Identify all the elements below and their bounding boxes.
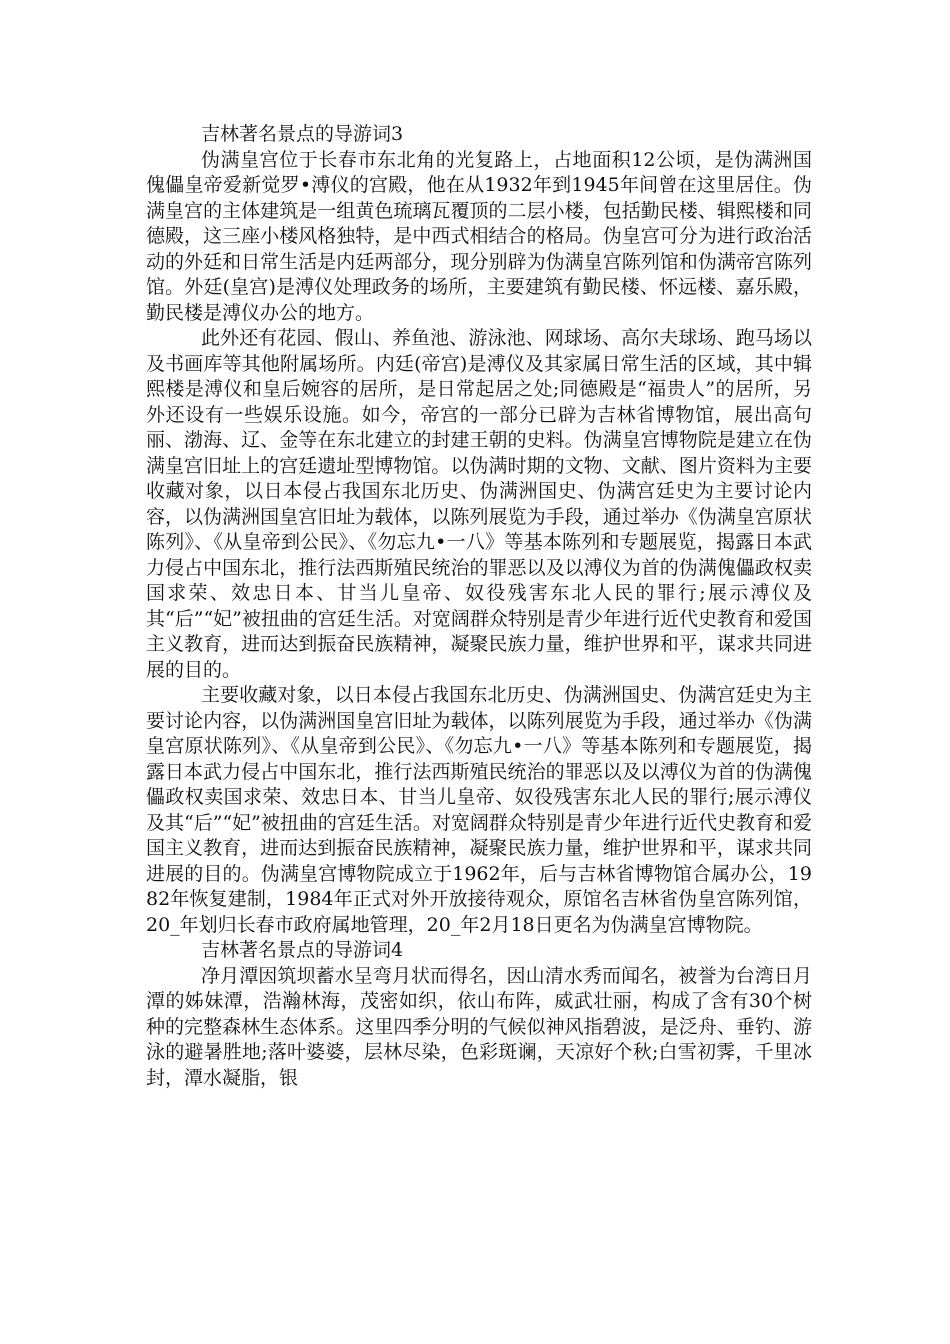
section-heading: 吉林著名景点的导游词4 bbox=[201, 939, 404, 961]
section-heading: 吉林著名景点的导游词3 bbox=[201, 123, 404, 145]
section-4 bbox=[146, 938, 812, 1091]
section-3 bbox=[146, 122, 812, 938]
document-page bbox=[146, 122, 812, 1091]
paragraph: 净月潭因筑坝蓄水呈弯月状而得名，因山清水秀而闻名，被誉为台湾日月潭的姊妹潭，浩瀚林海，茂密如织，依山布阵，威武壮丽，构成了含有30个树种的完整森林生态体系。这里四季分明的气候似神风指碧波，是泛舟、垂钓、游泳的避暑胜地;落叶婆婆，层林尽染，色彩斑谰，天凉好个秋;白雪初霁，千里冰封，潭水凝脂，银 bbox=[146, 964, 812, 1089]
paragraph: 此外还有花园、假山、养鱼池、游泳池、网球场、高尔夫球场、跑马场以及书画库等其他附属场所。内廷(帝宫)是溥仪及其家属日常生活的区域，其中辑熙楼是溥仪和皇后婉容的居所，是日常起居之处;同德殿是“福贵人”的居所，另外还设有一些娱乐设施。如今，帝宫的一部分已辟为吉林省博物馆，展出高句丽、渤海、辽、金等在东北建立的封建王朝的史料。伪满皇宫博物院是建立在伪满皇宫旧址上的宫廷遗址型博物馆。以伪满时期的文物、文献、图片资料为主要收藏对象，以日本侵占我国东北历史、伪满洲国史、伪满宫廷史为主要讨论内容，以伪满洲国皇宫旧址为载体，以陈列展览为手段，通过举办《伪满皇宫原状陈列》、《从皇帝到公民》、《勿忘九•一八》等基本陈列和专题展览，揭露日本武力侵占中国东北，推行法西斯殖民统治的罪恶以及以溥仪为首的伪满傀儡政权卖国求荣、效忠日本、甘当儿皇帝、奴役残害东北人民的罪行;展示溥仪及其“后”“妃”被扭曲的宫廷生活。对宽阔群众特别是青少年进行近代史教育和爱国主义教育，进而达到振奋民族精神，凝聚民族力量，维护世界和平，谋求共同进展的目的。 bbox=[146, 327, 812, 681]
paragraph: 伪满皇宫位于长春市东北角的光复路上，占地面积12公顷，是伪满洲国傀儡皇帝爱新觉罗•溥仪的宫殿，他在从1932年到1945年间曾在这里居住。伪满皇宫的主体建筑是一组黄色琉璃瓦覆顶的二层小楼，包括勤民楼、辑熙楼和同德殿，这三座小楼风格独特，是中西式相结合的格局。伪皇宫可分为进行政治活动的外廷和日常生活是内廷两部分，现分别辟为伪满皇宫陈列馆和伪满帝宫陈列馆。外廷(皇宫)是溥仪处理政务的场所，主要建筑有勤民楼、怀远楼、嘉乐殿，勤民楼是溥仪办公的地方。 bbox=[146, 148, 812, 324]
paragraph: 主要收藏对象，以日本侵占我国东北历史、伪满洲国史、伪满宫廷史为主要讨论内容，以伪满洲国皇宫旧址为载体，以陈列展览为手段，通过举办《伪满皇宫原状陈列》、《从皇帝到公民》、《勿忘九•一八》等基本陈列和专题展览，揭露日本武力侵占中国东北，推行法西斯殖民统治的罪恶以及以溥仪为首的伪满傀儡政权卖国求荣、效忠日本、甘当儿皇帝、奴役残害东北人民的罪行;展示溥仪及其“后”“妃”被扭曲的宫廷生活。对宽阔群众特别是青少年进行近代史教育和爱国主义教育，进而达到振奋民族精神，凝聚民族力量，维护世界和平，谋求共同进展的目的。伪满皇宫博物院成立于1962年，后与吉林省博物馆合属办公，1982年恢复建制，1984年正式对外开放接待观众，原馆名吉林省伪皇宫陈列馆，20_年划归长春市政府属地管理，20_年2月18日更名为伪满皇宫博物院。 bbox=[146, 684, 812, 936]
